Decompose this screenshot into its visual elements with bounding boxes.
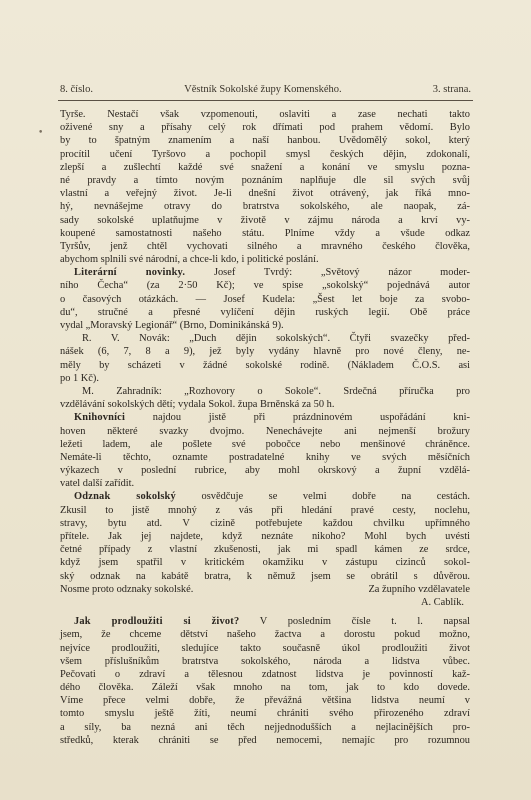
text-line: stravy, bytu atd. V cizině potřebujete každou chvilku upřímného	[60, 517, 470, 529]
text-line: Nemáte-li těchto, oznamte postradatelné knihy ve svých měsíčních	[60, 451, 470, 463]
text-line: vlastní a veřejný život. Je-li dnešní život otrávený, jak říká mno-	[60, 188, 470, 200]
text-line: výkazech v poslední rubrice, aby mohl okrskový a župní vzdělá-	[60, 465, 470, 477]
text-line: Víme přece velmi dobře, že převážná většina lidstva neumí v	[60, 695, 470, 707]
text-line: o časových otázkách. — Josef Kudela: „Šest let boje za svobo-	[60, 293, 470, 305]
text-line: koupené samostatnosti našeho státu. Plníme vždy a všude odkaz	[60, 227, 470, 239]
text-line	[60, 490, 470, 503]
text-line: sady sokolské uplatňujme v životě v zájmu národa a krví vy-	[60, 214, 470, 226]
text-line: abychom splnili své národní, a chce-li kdo, i politické poslání.	[60, 254, 319, 266]
text-line: Zkusil to jistě mnohý z vás při hledání pravé cesty, noclehu,	[60, 504, 470, 516]
text-line: Tyrše. Nestačí však vzpomenouti, oslaviti a zase nechati takto	[60, 109, 470, 120]
section-heading: Knihovníci	[74, 412, 126, 424]
text-line: měly by scházeti v žádné sokolské rodině. (Nákladem Č.O.S. asi	[60, 359, 470, 371]
issue-number: 8. číslo.	[60, 84, 93, 95]
paragraph-badge	[60, 490, 470, 609]
text-line: Tyršův, jenž chtěl vychovati silného a mravného českého člověka,	[60, 240, 470, 252]
text-line: procítil učení Tyršovo a pochopil smysl českých dějin, zdokonalí,	[60, 148, 470, 160]
section-heading: Literární novinky.	[74, 267, 186, 279]
text-line: M. Zahradník: „Rozhovory o Sokole“. Srdečná příručka pro	[82, 385, 470, 397]
paragraph-zahradnik	[60, 385, 470, 411]
margin-mark: •	[38, 128, 44, 138]
paragraph-novak	[60, 332, 470, 385]
text-line	[60, 615, 470, 628]
text-line: četné případy z vlastní zkušenosti, jak mi spadl kámen ze srdce,	[60, 544, 470, 556]
text-line: hý, nevnášejme otravy do bratrstva sokolského, ale naopak, zá-	[60, 201, 470, 213]
text-line: dého člověka. Záleží však mnoho na tom, jak to kdo dovede.	[60, 682, 470, 694]
paragraph-literary-news	[60, 266, 470, 332]
text-line: ský odznak na kabátě bratra, k němuž jsem se obrátil s důvěrou.	[60, 570, 470, 582]
closing-sentence: Nosme proto odznaky sokolské.	[60, 583, 194, 595]
text-line: R. V. Novák: „Duch dějin sokolských“. Čtyři svazečky před-	[82, 333, 470, 345]
section-heading: Jak prodloužiti si život?	[74, 616, 240, 628]
text-span: osvědčuje se velmi dobře na cestách.	[201, 491, 470, 503]
page-number: 3. strana.	[432, 84, 471, 95]
text-line: du“, stručné a přesné vylíčení dějin ruských legií. Obě práce	[60, 306, 470, 318]
text-line: přítele. Jak jej najdete, když neznáte nikoho? Mohl bych uvésti	[60, 531, 470, 542]
periodical-title: Věstník Sokolské župy Komenského.	[184, 84, 342, 95]
text-line: středků, kterak chrániti se před nemocemi, nemajíc pro rozumnou	[60, 734, 470, 746]
text-line: když jsem spatřil v kritickém okamžiku v zástupu cizinců sokol-	[60, 557, 470, 569]
text-line: oživené sny a přísahy celý rok dřímati pod prahem vědomí. Bylo	[60, 122, 470, 134]
text-line: ležeti ladem, ale pošlete své pobočce nebo menšinové chráněnce.	[60, 438, 470, 450]
text-line: a síly, ba nezná ani těch nejjednodušších a nejlacinějších pro-	[60, 721, 470, 733]
text-line: vatel další zařídit.	[60, 478, 135, 490]
signature-line	[60, 583, 470, 596]
text-line	[60, 266, 470, 279]
text-line: zlepší a zušlechtí každé své snažení a konání ve smyslu pozna-	[60, 161, 470, 173]
text-line: po 1 Kč).	[60, 372, 99, 384]
header-rule	[58, 100, 473, 101]
text-span: V posledním čísle t. l. napsal	[259, 616, 470, 628]
text-line: by to špatným znamením a naší hanbou. Uvědomělý sokol, který	[60, 135, 470, 147]
text-span: Josef Tvrdý: „Světový názor moder-	[213, 267, 470, 279]
article-body	[60, 108, 470, 747]
text-line: vydal „Moravský Legionář“ (Brno, Dominikánská 9).	[60, 320, 284, 331]
text-line: nášek (6, 7, 8 a 9), jež byly vydány hlavně pro nové členy, ne-	[60, 346, 470, 358]
signature-name: A. Cablík.	[420, 596, 464, 608]
section-heading: Odznak sokolský	[74, 491, 176, 503]
text-line: tomto smyslu ještě žíti, neumí chrániti svého přirozeného zdraví	[60, 708, 470, 720]
signature-role: Za župního vzdělavatele	[368, 583, 470, 595]
paragraph-tyrs	[60, 108, 470, 266]
text-span: najdou jistě při prázdninovém uspořádání kni-	[152, 412, 470, 424]
paragraph-longevity	[60, 615, 470, 747]
running-head	[60, 84, 471, 95]
text-line: ního Čecha“ (za 2·50 Kč); ve spise „sokolský“ pojednává autor	[60, 280, 470, 292]
text-line: nejvíce prodloužiti, sledujíce takto současně úkol prodloužiti život	[60, 642, 470, 654]
text-line: vzdělávání sokolských dětí; vydala Sokol. župa Brněnská za 50 h.	[60, 399, 335, 411]
text-line: všem příslušníkům bratrstva sokolského, národa a lidstva vůbec.	[60, 655, 470, 667]
text-line: hoven některé svazky dvojmo. Nenechávejte ani nejmenší brožury	[60, 425, 470, 437]
text-line	[60, 411, 470, 424]
text-line: jsem, že chceme dětství našeho žactva a dorostu pokud možno,	[60, 629, 470, 641]
text-line: Pečovati o zdraví a tělesnou zdatnost lidstva je povinností kaž-	[60, 668, 470, 680]
paragraph-librarians	[60, 411, 470, 490]
text-line: né pravdy a tímto novým poznáním naplňuje dle sil svých svůj	[60, 174, 470, 186]
